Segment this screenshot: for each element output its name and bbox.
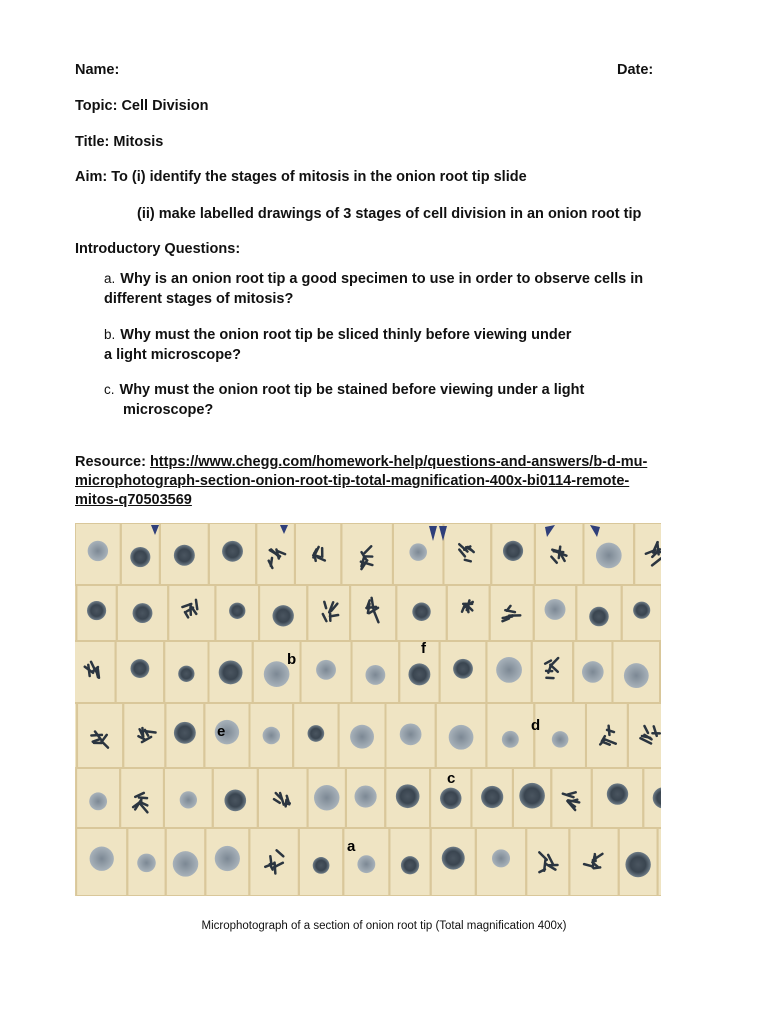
- cell-nucleus: [409, 543, 427, 561]
- figure-label-a: a: [347, 838, 356, 855]
- resource-block: [75, 453, 647, 510]
- cell-nucleus: [365, 665, 385, 685]
- question-text: Why is an onion root tip a good specimen to use in order to observe cells in: [120, 271, 644, 287]
- cell-nucleus: [174, 545, 195, 566]
- question-letter: a.: [104, 271, 116, 286]
- cell-nucleus: [263, 727, 280, 744]
- cell-nucleus: [596, 543, 622, 569]
- question-text-cont: a light microscope?: [104, 346, 241, 363]
- name-label: Name:: [75, 62, 120, 78]
- cell-nucleus: [453, 659, 473, 679]
- cell-nucleus: [314, 785, 340, 811]
- question-text: Why must the onion root tip be stained before viewing under a light: [119, 382, 585, 398]
- cell-nucleus: [396, 784, 420, 808]
- cell-nucleus: [137, 854, 156, 873]
- topic-line: Topic: Cell Division: [75, 98, 209, 114]
- cell-nucleus: [272, 605, 293, 626]
- question-text-cont: microscope?: [123, 401, 214, 418]
- cell-nucleus: [178, 666, 194, 682]
- cell-nucleus: [229, 603, 245, 619]
- cell-nucleus: [357, 855, 375, 873]
- question-letter: b.: [104, 327, 116, 342]
- resource-link-cont[interactable]: microphotograph-section-onion-root-tip-total-magnification-400x-bi0114-remote-: [75, 473, 630, 489]
- cell-nucleus: [503, 541, 523, 561]
- cell-nucleus: [552, 731, 569, 748]
- cell-nucleus: [180, 791, 197, 808]
- cell-nucleus: [174, 722, 196, 744]
- date-label: Date:: [617, 62, 654, 78]
- question-text: Why must the onion root tip be sliced thinly before viewing under: [120, 327, 572, 343]
- resource-link[interactable]: https://www.chegg.com/homework-help/questions-and-answers/b-d-mu-: [149, 454, 648, 470]
- cell-nucleus: [412, 603, 430, 621]
- cell-nucleus: [545, 599, 566, 620]
- cell-nucleus: [222, 541, 243, 562]
- cell-nucleus: [496, 657, 522, 683]
- cell-nucleus: [215, 846, 240, 871]
- figure-label-e: e: [217, 723, 226, 740]
- intro-heading: Introductory Questions:: [75, 241, 241, 257]
- cell-nucleus: [401, 856, 419, 874]
- aim-line-1: Aim: To (i) identify the stages of mitosis in the onion root tip slide: [75, 169, 527, 185]
- figure-label-c: c: [447, 770, 456, 787]
- cell-nucleus: [607, 783, 628, 804]
- aim-line-2: (ii) make labelled drawings of 3 stages of cell division in an onion root tip: [137, 206, 642, 222]
- cell-nucleus: [316, 660, 336, 680]
- cell-nucleus: [449, 725, 474, 750]
- cell-nucleus: [408, 663, 430, 685]
- cell-nucleus: [219, 660, 243, 684]
- cell-nucleus: [130, 659, 149, 678]
- cell-nucleus: [589, 607, 609, 627]
- resource-label: Resource:: [75, 454, 146, 470]
- cell-nucleus: [133, 603, 153, 623]
- cell-nucleus: [308, 725, 325, 742]
- cell-nucleus: [130, 547, 150, 567]
- title-line: Title: Mitosis: [75, 134, 164, 150]
- cell-nucleus: [313, 857, 330, 874]
- figure-label-b: b: [287, 651, 297, 668]
- cell-nucleus: [88, 541, 108, 561]
- cell-nucleus: [264, 661, 290, 687]
- cell-nucleus: [89, 792, 107, 810]
- cell-nucleus: [633, 602, 650, 619]
- figure-label-f: f: [421, 640, 426, 657]
- cell-nucleus: [502, 731, 519, 748]
- cell-nucleus: [354, 785, 376, 807]
- cell-nucleus: [224, 790, 246, 812]
- cell-nucleus: [350, 725, 374, 749]
- cell-nucleus: [625, 852, 650, 877]
- cell-nucleus: [492, 849, 510, 867]
- cell-nucleus: [442, 847, 465, 870]
- question-a: [104, 269, 643, 309]
- figure-label-d: d: [531, 717, 541, 734]
- micrograph-image: [75, 523, 661, 896]
- figure-caption: Microphotograph of a section of onion root tip (Total magnification 400x): [201, 920, 567, 932]
- cell-nucleus: [582, 661, 604, 683]
- cell-nucleus: [90, 847, 114, 871]
- question-letter: c.: [104, 382, 115, 397]
- question-b: [104, 325, 571, 365]
- cell-nucleus: [481, 786, 503, 808]
- question-text-cont: different stages of mitosis?: [104, 290, 294, 307]
- cell-nucleus: [519, 783, 545, 809]
- cell-nucleus: [440, 788, 461, 809]
- cell-nucleus: [173, 851, 199, 877]
- cell-nucleus: [87, 601, 106, 620]
- resource-link-cont[interactable]: mitos-q70503569: [75, 492, 192, 508]
- cell-wall: [660, 641, 661, 703]
- cell-nucleus: [400, 723, 422, 745]
- question-c: [104, 380, 584, 420]
- cell-nucleus: [624, 663, 649, 688]
